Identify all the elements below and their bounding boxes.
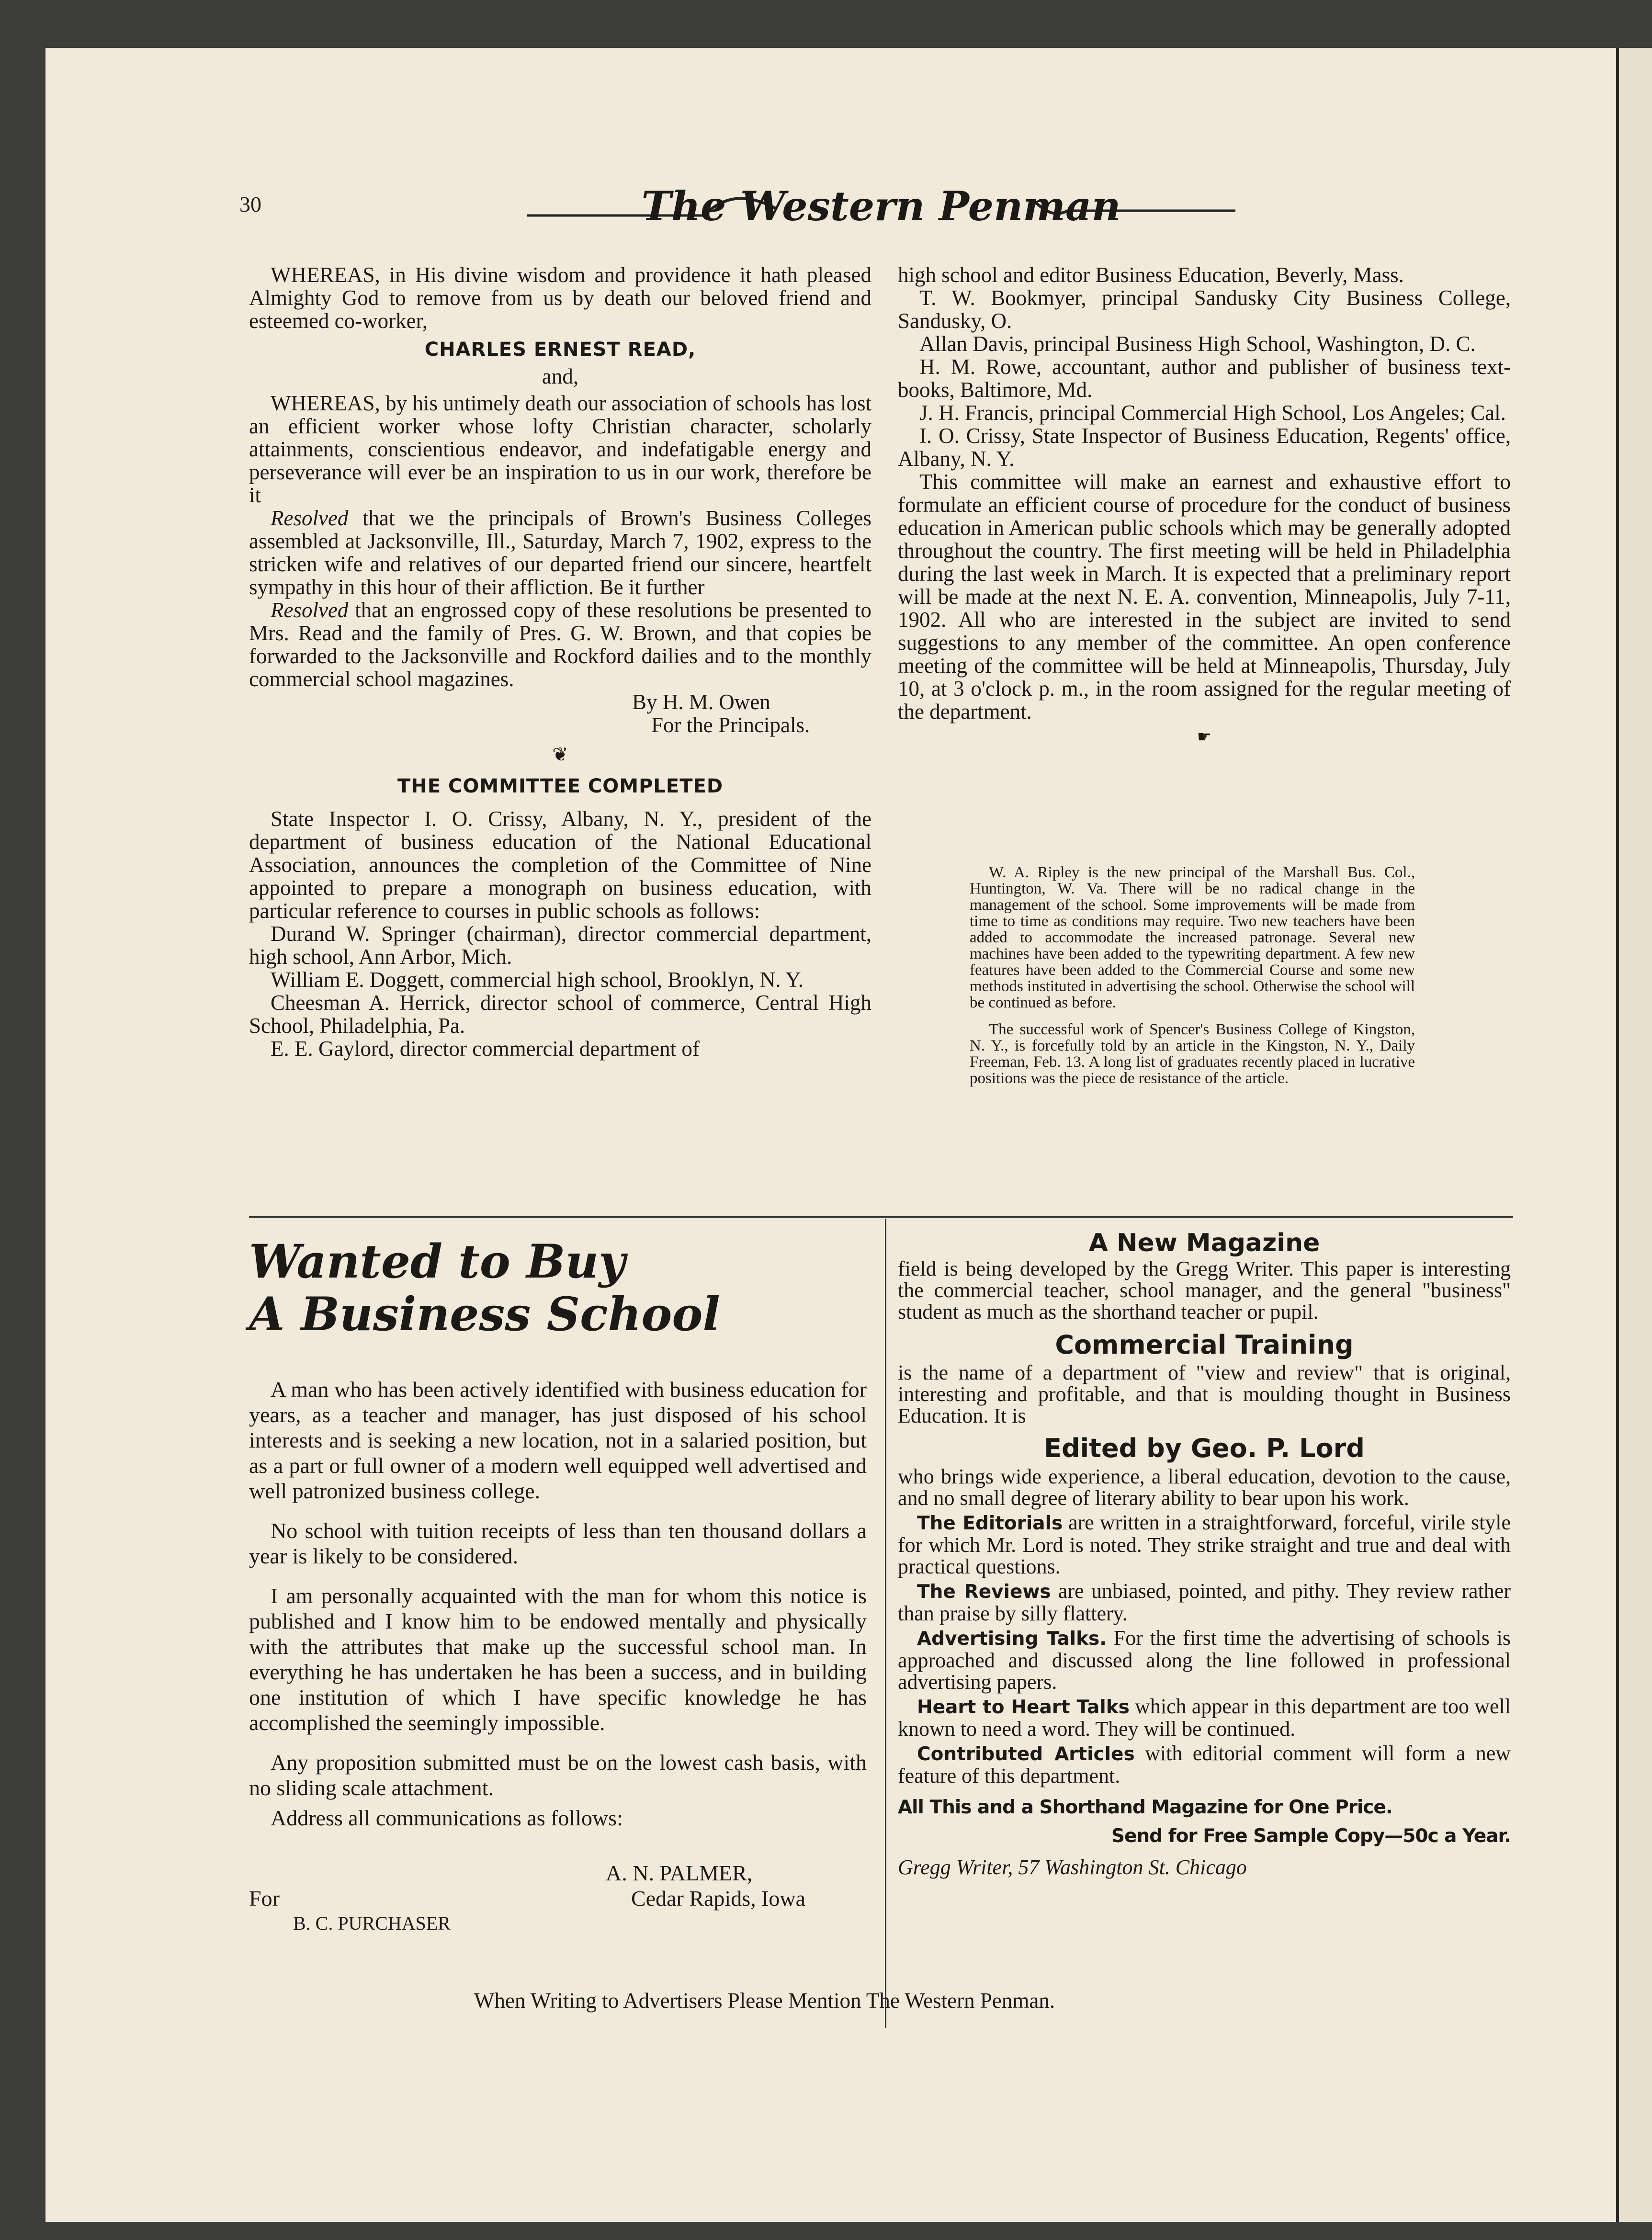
gregg-text-1: field is being developed by the Gregg Writer. This paper is interesting the commercial teacher, school manager, and the general "business" student as much as the shorthand teacher or pupil. — [898, 1257, 1511, 1324]
committee-p1: State Inspector I. O. Crissy, Albany, N. Y., president of the department of business education of the National Educational Association, announces the completion of the Committee of Nine appointed to prepare a monograph on business education, with particular reference to courses in public schools as follows: — [249, 807, 871, 923]
page-number: 30 — [239, 192, 261, 216]
gregg-bold-6: Advertising Talks. — [917, 1628, 1107, 1650]
whereas-1: WHEREAS, in His divine wisdom and providence it hath pleased Almighty God to remove from us by death our beloved friend and esteemed co-worker, — [249, 263, 871, 333]
news-notes — [970, 864, 1415, 1086]
masthead-text: The Western Penman — [641, 182, 1121, 230]
resolved-2-label: Resolved — [271, 598, 349, 622]
gregg-bold-5: The Reviews — [917, 1581, 1051, 1603]
right-column — [898, 263, 1511, 752]
committee-cont-4: H. M. Rowe, accountant, author and publisher of business text-books, Baltimore, Md. — [898, 355, 1511, 402]
ad-for: For — [249, 1886, 280, 1911]
gregg-text-4: are written in a straightforward, forceful, virile style for which Mr. Lord is noted. They strike straight and true and deal with practical questions. — [898, 1511, 1511, 1578]
ad-city: Cedar Rapids, Iowa — [631, 1886, 806, 1911]
committee-cont-5: J. H. Francis, principal Commercial High School, Los Angeles; Cal. — [919, 401, 1506, 425]
facing-page-edge — [1616, 48, 1652, 2222]
note-spencer: The successful work of Spencer's Business College of Kingston, N. Y., is forcefully told by an article in the Kingston, N. Y., Daily Freeman, Feb. 13. A long list of graduates recently placed in lucrative positions was the piece de resistance of the article. — [970, 1021, 1415, 1087]
signature-1: By H. M. Owen — [632, 690, 770, 714]
committee-p2: Durand W. Springer (chairman), director commercial department, high school, Ann Arbor, Mich. — [249, 922, 871, 969]
gregg-text-5: are unbiased, pointed, and pithy. They review rather than praise by silly flattery. — [898, 1579, 1511, 1625]
resolved-1-text: that we the principals of Brown's Business Colleges assembled at Jacksonville, Ill., Saturday, March 7, 1902, express to the stricken wife and relatives of our departed friend our sincere, heartfelt sympathy in this hour of their affliction. Be it further — [249, 506, 871, 599]
pointing-hand-icon: ☛ — [1197, 728, 1212, 746]
ad-p3: I am personally acquainted with the man for whom this notice is published and I know him to be endowed mentally and physically with the attributes that make up the successful school man. In everything he has undertaken he has been a success, and in building one institution of which I have specific knowledge he has accomplished the seemingly impossible. — [249, 1584, 867, 1735]
page-footer: When Writing to Advertisers Please Mention The Western Penman. — [474, 1989, 1055, 2013]
ad-p1: A man who has been actively identified with business education for years, as a teacher and manager, has just disposed of his school interests and is seeking a new location, not in a salaried position, but as a part or full owner of a modern well equipped well advertised and well patronized business college. — [249, 1377, 867, 1503]
gregg-bold-4: The Editorials — [917, 1513, 1063, 1534]
ad-p5: Address all communications as follows: — [271, 1806, 623, 1830]
ad-body — [249, 1377, 867, 1835]
committee-cont-3: Allan Davis, principal Business High School, Washington, D. C. — [919, 332, 1476, 356]
ad-p4: Any proposition submitted must be on the lowest cash basis, with no sliding scale attachment. — [249, 1750, 867, 1800]
gregg-address: Gregg Writer, 57 Washington St. Chicago — [898, 1855, 1247, 1879]
gregg-bold-8: Contributed Articles — [917, 1743, 1135, 1765]
gregg-offer-line: All This and a Shorthand Magazine for One Price. — [898, 1797, 1392, 1818]
ad-title-2: A Business School — [249, 1287, 720, 1341]
committee-p4: Cheesman A. Herrick, director school of commerce, Central High School, Philadelphia, Pa. — [249, 991, 871, 1038]
committee-cont-2: T. W. Bookmyer, principal Sandusky City Business College, Sandusky, O. — [898, 286, 1511, 333]
ad-title-1: Wanted to Buy — [249, 1234, 625, 1289]
gregg-sample-line: Send for Free Sample Copy—50c a Year. — [1111, 1825, 1511, 1847]
ad-purchaser: B. C. PURCHASER — [293, 1912, 451, 1934]
ad-contact-name: A. N. PALMER, — [606, 1861, 753, 1885]
gregg-text-8: with editorial comment will form a new feature of this department. — [898, 1742, 1511, 1787]
note-ripley: W. A. Ripley is the new principal of the Marshall Bus. Col., Huntington, W. Va. There will be no radical change in the management of the school. Some improvements will be made from time to time as conditions may require. Two new teachers have been added to accommodate the increased patronage. Several new machines have been added to the typewriting department. A few new features have been added to the Commercial Course and some new methods instituted in advertising the school. Otherwise the school will be continued as before. — [970, 864, 1415, 1011]
signature-2: For the Principals. — [651, 713, 810, 737]
resolved-2 — [249, 599, 871, 690]
gregg-ad — [898, 1228, 1511, 1881]
ornament-icon: ❦ — [552, 744, 568, 765]
gregg-heading-3: Edited by Geo. P. Lord — [1044, 1433, 1365, 1463]
and-line: and, — [542, 364, 579, 388]
deceased-name: CHARLES ERNEST READ, — [424, 339, 696, 361]
gregg-text-2: is the name of a department of "view and review" that is original, interesting and profitable, and that is moulding thought in Business Education. It is — [898, 1361, 1511, 1427]
section-divider — [249, 1216, 1513, 1218]
gregg-heading-1: A New Magazine — [1088, 1229, 1320, 1257]
committee-cont-7: This committee will make an earnest and exhaustive effort to formulate an efficient course of procedure for the conduct of business education in American public schools which may be generally adopted throughout the country. The first meeting will be held in Philadelphia during the last week in March. It is expected that a preliminary report will be made at the next N. E. A. convention, Minneapolis, July 7-11, 1902. All who are interested in the subject are invited to send suggestions to any member of the committee. An open conference meeting of the committee will be held at Minneapolis, Thursday, July 10, at 3 o'clock p. m., in the room assigned for the regular meeting of the department. — [898, 470, 1511, 724]
gregg-text-7: which appear in this department are too well known to need a word. They will be continued. — [898, 1695, 1511, 1741]
masthead-logo — [527, 182, 1235, 235]
gregg-heading-2: Commercial Training — [1055, 1330, 1354, 1360]
committee-cont-6: I. O. Crissy, State Inspector of Business Education, Regents' office, Albany, N. Y. — [898, 424, 1511, 471]
committee-cont-1: high school and editor Business Education, Beverly, Mass. — [898, 263, 1404, 287]
ad-p2: No school with tuition receipts of less than ten thousand dollars a year is likely to be considered. — [249, 1518, 867, 1568]
gregg-bold-7: Heart to Heart Talks — [917, 1697, 1130, 1718]
column-divider — [885, 1219, 886, 2028]
resolved-1-label: Resolved — [271, 506, 349, 530]
left-column — [249, 263, 871, 1060]
whereas-2: WHEREAS, by his untimely death our association of schools has lost an efficient worker whose lofty Christian character, scholarly attainments, conscientious endeavor, and indefatigable energy and perseverance will ever be an inspiration to us in our work, therefore be it — [249, 391, 871, 507]
resolved-1 — [249, 507, 871, 599]
committee-heading: THE COMMITTEE COMPLETED — [397, 775, 724, 797]
committee-p3: William E. Doggett, commercial high school, Brooklyn, N. Y. — [271, 968, 804, 992]
gregg-text-3: who brings wide experience, a liberal education, devotion to the cause, and no small degree of literary ability to bear upon his work. — [898, 1465, 1511, 1510]
gregg-text-6: For the first time the advertising of schools is approached and discussed along the line followed in professional advertising papers. — [898, 1626, 1511, 1694]
committee-p5: E. E. Gaylord, director commercial department of — [271, 1037, 700, 1061]
resolved-2-text: that an engrossed copy of these resolutions be presented to Mrs. Read and the family of Pres. G. W. Brown, and that copies be forwarded to the Jacksonville and Rockford dailies and to the monthly commercial school magazines. — [249, 598, 871, 691]
